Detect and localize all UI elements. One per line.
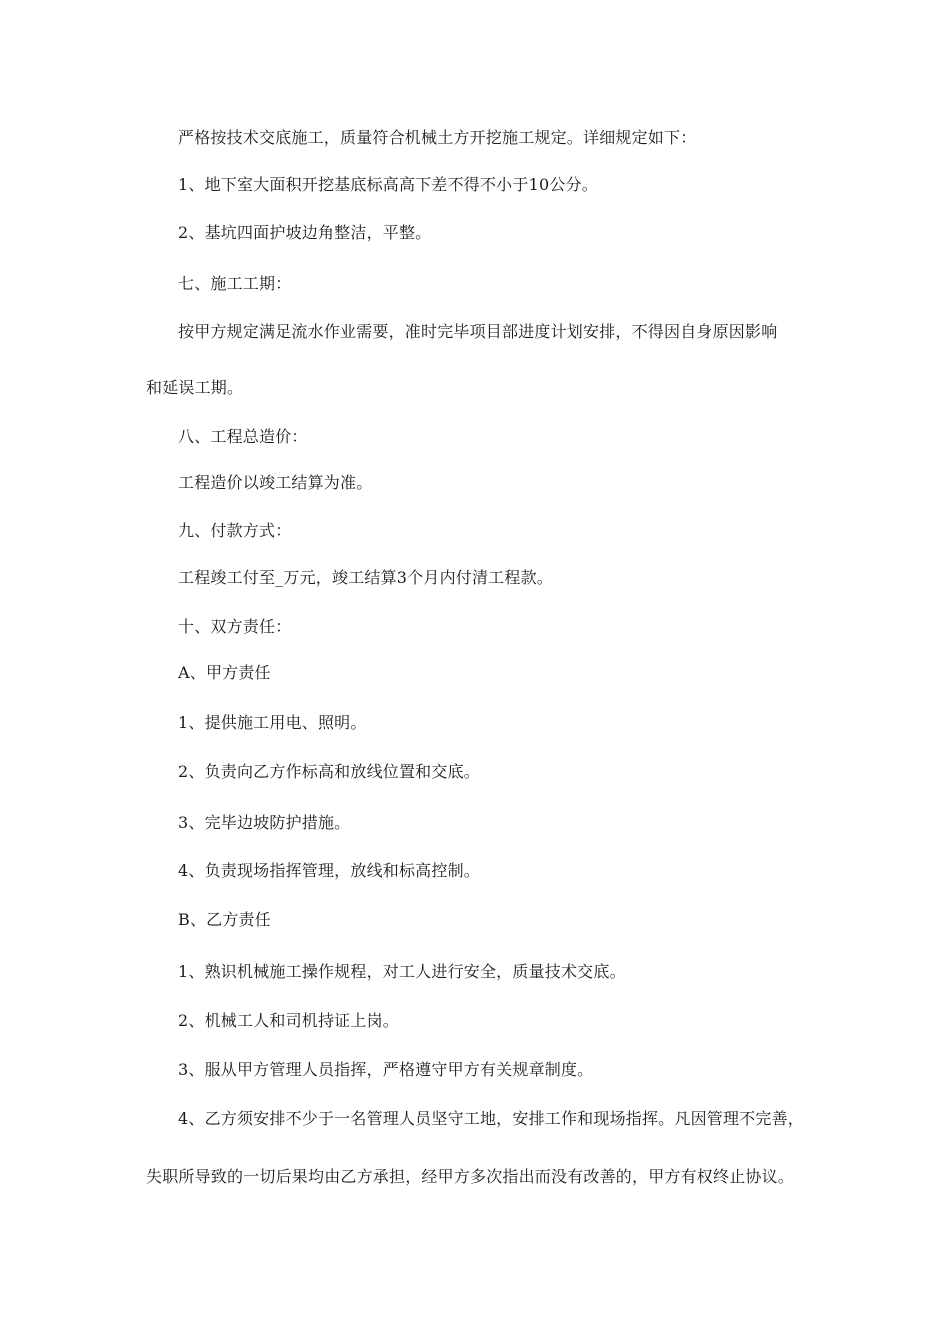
list-item: 3、服从甲方管理人员指挥，严格遵守甲方有关规章制度。 xyxy=(178,1060,594,1079)
list-item: 2、负责向乙方作标高和放线位置和交底。 xyxy=(178,762,480,781)
paragraph-line: 严格按技术交底施工，质量符合机械土方开挖施工规定。详细规定如下： xyxy=(178,128,697,147)
list-item: 1、提供施工用电、照明。 xyxy=(178,713,367,732)
paragraph-line: 按甲方规定满足流水作业需要，准时完毕项目部进度计划安排，不得因自身原因影响 xyxy=(178,322,778,341)
list-item: 2、机械工人和司机持证上岗。 xyxy=(178,1011,399,1030)
paragraph-line: 和延误工期。 xyxy=(146,378,244,397)
section-heading: 八、工程总造价： xyxy=(178,427,308,446)
paragraph-line: 工程竣工付至_万元，竣工结算3个月内付清工程款。 xyxy=(178,568,553,587)
section-heading: 十、双方责任： xyxy=(178,617,292,636)
paragraph-line: 失职所导致的一切后果均由乙方承担，经甲方多次指出而没有改善的，甲方有权终止协议。 xyxy=(146,1167,795,1186)
section-heading: 七、施工工期： xyxy=(178,274,292,293)
list-item: 3、完毕边坡防护措施。 xyxy=(178,813,351,832)
paragraph-line: 工程造价以竣工结算为准。 xyxy=(178,473,373,492)
sub-heading: B、乙方责任 xyxy=(178,910,271,929)
list-item: 1、熟识机械施工操作规程，对工人进行安全，质量技术交底。 xyxy=(178,962,626,981)
sub-heading: A、甲方责任 xyxy=(178,663,271,682)
paragraph-line: 2、基坑四面护坡边角整洁，平整。 xyxy=(178,223,432,242)
list-item: 4、乙方须安排不少于一名管理人员坚守工地，安排工作和现场指挥。凡因管理不完善， xyxy=(178,1109,804,1128)
paragraph-line: 1、地下室大面积开挖基底标高高下差不得不小于10公分。 xyxy=(178,175,598,194)
section-heading: 九、付款方式： xyxy=(178,521,292,540)
list-item: 4、负责现场指挥管理，放线和标高控制。 xyxy=(178,861,480,880)
